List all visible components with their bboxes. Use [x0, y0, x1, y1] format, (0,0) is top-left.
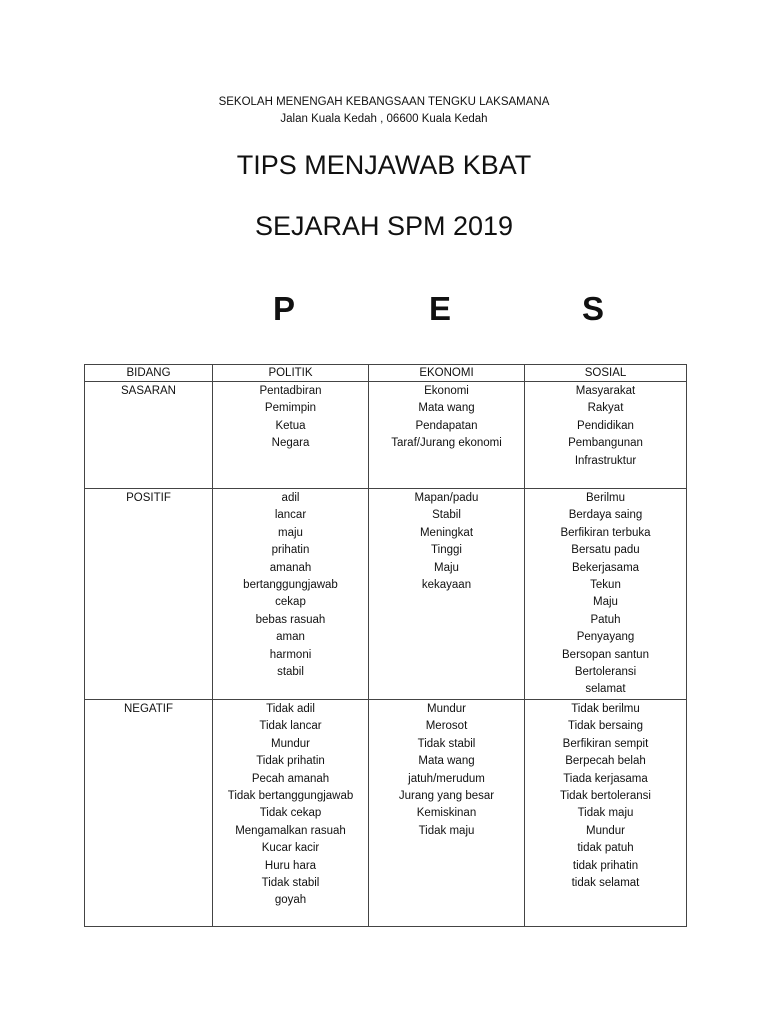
cell-sosial: [525, 382, 687, 489]
cell-item: Maju: [434, 561, 459, 574]
cell-item: Mundur: [427, 702, 466, 715]
pes-letter-e: E: [428, 290, 451, 327]
table-row: [85, 489, 687, 700]
school-address: Jalan Kuala Kedah , 06600 Kuala Kedah: [280, 113, 488, 125]
cell-item: Tidak stabil: [417, 737, 476, 750]
cell-item: Tinggi: [431, 544, 462, 557]
cell-item: Tidak bersaing: [567, 720, 643, 733]
column-header-politik: POLITIK: [213, 365, 369, 382]
cell-item: goyah: [274, 894, 307, 907]
cell-item: Ekonomi: [424, 385, 469, 397]
cell-item: Berpecah belah: [565, 755, 646, 768]
cell-item: Pemimpin: [264, 402, 317, 415]
cell-item: prihatin: [271, 544, 310, 557]
cell-item: Pendapatan: [415, 419, 478, 432]
cell-item: adil: [281, 492, 300, 504]
cell-item: Berilmu: [586, 492, 625, 504]
table-row: [85, 382, 687, 489]
cell-item: Pendidikan: [577, 419, 634, 432]
row-label: NEGATIF: [85, 699, 213, 926]
cell-politik: [213, 699, 369, 926]
cell-item: Huru hara: [264, 859, 317, 872]
cell-item: Merosot: [425, 720, 468, 733]
cell-item: Kemiskinan: [416, 807, 477, 820]
cell-item: tidak selamat: [571, 876, 640, 889]
cell-item: Masyarakat: [575, 385, 636, 397]
cell-item: Mundur: [586, 824, 625, 837]
school-header: [0, 94, 768, 128]
cell-item: Jurang yang besar: [398, 789, 495, 802]
column-header-bidang: BIDANG: [85, 365, 213, 382]
pes-letter-p: P: [272, 290, 295, 327]
page-subtitle: SEJARAH SPM 2019: [254, 211, 514, 241]
cell-item: Maju: [593, 596, 618, 609]
cell-item: lancar: [274, 509, 307, 522]
cell-item: Negara: [271, 437, 310, 450]
cell-item: Stabil: [432, 509, 461, 522]
cell-item: kekayaan: [421, 579, 472, 592]
cell-item: Rakyat: [587, 402, 624, 415]
table-header-row: [85, 365, 687, 382]
cell-item: cekap: [275, 596, 306, 609]
column-header-ekonomi: EKONOMI: [369, 365, 525, 382]
cell-item: Tiada kerjasama: [563, 772, 648, 785]
cell-item: Mata wang: [418, 402, 475, 415]
cell-item: Pembangunan: [568, 437, 643, 450]
cell-item: selamat: [585, 683, 626, 696]
cell-item: Taraf/Jurang ekonomi: [391, 437, 502, 450]
cell-ekonomi: [369, 382, 525, 489]
cell-item: Mata wang: [418, 755, 475, 768]
row-label: POSITIF: [85, 489, 213, 700]
cell-item: bertanggungjawab: [243, 579, 338, 592]
cell-sosial: [525, 699, 687, 926]
page-title: TIPS MENJAWAB KBAT: [236, 150, 532, 180]
cell-item: Berfikiran sempit: [562, 737, 649, 750]
cell-item: Patuh: [590, 613, 621, 626]
cell-item: bebas rasuah: [255, 613, 326, 626]
cell-item: Ketua: [275, 419, 306, 432]
cell-item: jatuh/merudum: [408, 772, 485, 785]
cell-item: Tidak adil: [266, 702, 315, 715]
cell-item: Tidak stabil: [261, 876, 320, 889]
cell-item: Mundur: [271, 737, 310, 750]
cell-item: Mengamalkan rasuah: [235, 824, 346, 837]
cell-item: amanah: [269, 561, 312, 574]
cell-item: Tidak maju: [577, 807, 634, 820]
cell-item: Bertoleransi: [574, 666, 637, 679]
cell-item: Bekerjasama: [571, 561, 640, 574]
cell-item: Penyayang: [576, 631, 635, 644]
cell-item: tidak prihatin: [572, 859, 639, 872]
cell-item: Bersopan santun: [562, 648, 649, 661]
cell-item: Tekun: [590, 579, 621, 592]
cell-ekonomi: [369, 489, 525, 700]
cell-item: aman: [276, 631, 305, 644]
kbat-table: [84, 364, 687, 927]
cell-item: tidak patuh: [577, 842, 634, 855]
cell-item: Tidak maju: [418, 824, 475, 837]
cell-item: Tidak bertoleransi: [560, 789, 651, 802]
cell-item: Tidak bertanggungjawab: [227, 789, 354, 802]
cell-item: Tidak cekap: [259, 807, 322, 820]
column-header-sosial: SOSIAL: [525, 365, 687, 382]
cell-item: Tidak prihatin: [256, 755, 325, 768]
cell-item: Kucar kacir: [261, 842, 320, 855]
cell-item: Berdaya saing: [568, 509, 643, 522]
cell-politik: [213, 489, 369, 700]
cell-item: Pecah amanah: [251, 772, 330, 785]
cell-ekonomi: [369, 699, 525, 926]
cell-item: Meningkat: [419, 526, 474, 539]
school-name: SEKOLAH MENENGAH KEBANGSAAN TENGKU LAKSAMANA: [218, 96, 550, 108]
cell-item: Infrastruktur: [574, 454, 637, 467]
cell-item: Mapan/padu: [414, 492, 479, 504]
cell-item: Bersatu padu: [571, 544, 640, 557]
table-row: [85, 699, 687, 926]
cell-politik: [213, 382, 369, 489]
cell-item: Tidak lancar: [259, 720, 322, 733]
cell-item: Pentadbiran: [259, 385, 322, 397]
pes-letter-s: S: [581, 290, 604, 327]
cell-item: Tidak berilmu: [571, 702, 640, 715]
row-label: SASARAN: [85, 382, 213, 489]
cell-sosial: [525, 489, 687, 700]
cell-item: Berfikiran terbuka: [560, 526, 651, 539]
cell-item: maju: [278, 526, 303, 539]
cell-item: harmoni: [269, 648, 312, 661]
cell-item: stabil: [277, 666, 304, 679]
